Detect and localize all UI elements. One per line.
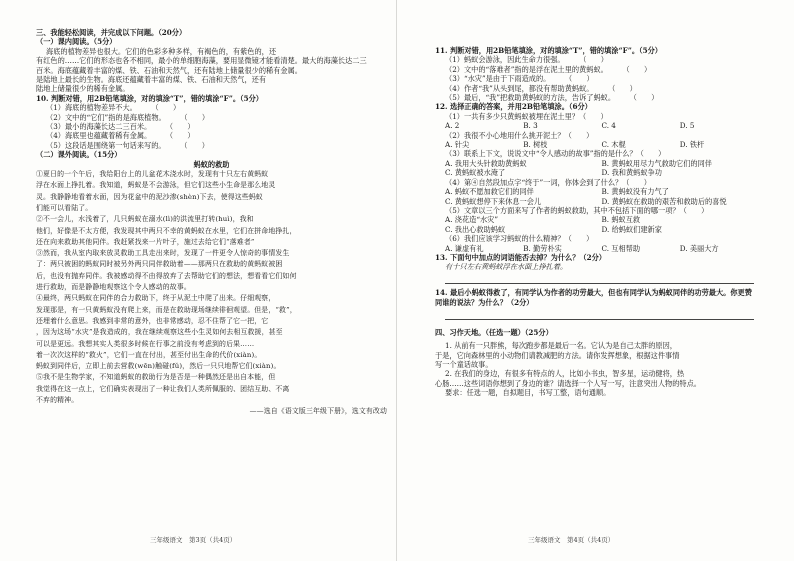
section4-heading: 四、习作天地。（任选一题）（25分） [435,327,553,337]
answer-paren[interactable]: （ ） [564,74,594,84]
part2-title: （二）课外阅读。（15分） [36,150,122,160]
option[interactable]: D. 美丽大方 [679,243,719,253]
left-page-footer: 三年级语文 第3页（共4页） [150,536,237,544]
q12-2: （2）我很不小心地用什么挑开泥土？（ ） [445,130,594,140]
article-line: ①夏日的一个午后，我给阳台上的儿盆花木浇水时，发现有十只左右黄蚂蚁 [36,170,269,179]
option[interactable]: B. 黄蚂蚁用尽力气救助它们的同伴 [601,158,712,168]
article-line: 他们，好像是不太方便，我发现其中两只不幸的黄蚂蚁在水里，它们在拼命地挣扎， [36,226,297,235]
passage1-line: 海底的植物差异也很大。它们的色彩多种多样，有褐色的，有紫色的，还 [46,46,277,56]
q11-item: （2）文中的“落难者”指的是浮在泥土里的黄蚂蚁。 （ ） [435,65,758,74]
option[interactable]: C. 4 [601,121,616,131]
article-line: 我觉得在这一点上，它们确实表现出了一种让我们人类所佩服的、团结互助、不离 [36,384,290,393]
option[interactable]: D. 5 [679,121,695,131]
option[interactable]: C. 互相帮助 [601,243,641,253]
q12-5: （5）文章以三个方面来写了作者的蚂蚁救助，其中不包括下面的哪一项？（ ） [445,205,709,215]
answer-paren[interactable]: （ ） [151,103,181,113]
answer-line[interactable] [445,308,754,320]
article-line: 了：两只被困的蚂蚁同时被另外两只同伴救助着——那两只在救助的黄蚂蚁被困 [36,260,283,269]
option[interactable]: A. 谦虚有礼 [445,243,484,253]
article-line: 后，也没有抛弃同伴。我被感动得不由得放弃了去帮助它们的想法，想看看它们如何 [36,271,297,280]
q12-6: （6）我们应该学习蚂蚁的什么精神？（ ） [445,234,594,244]
q10-item: （2）文中的“它们”指的是海底植物。 （ ） [36,113,387,122]
option[interactable]: B. 3 [523,121,538,131]
article-line: 浮在水面上挣扎着。我知道，蚂蚁是不会游泳，但它们这些小生命是那么地灵 [36,181,276,190]
q11-title: 11. 判断对错，用2B铅笔填涂，对的填涂“T”，错的填涂“F”。（5分） [435,46,662,55]
article-source: ——选自《语文版三年级下册》，选文有改动 [249,407,387,416]
article-line: ②不一会儿，水浅着了，几只蚂蚁在溺水(lì)的洪流里打转(huì)，我和 [36,215,254,224]
option[interactable]: B. 勤劳朴实 [523,243,562,253]
q12-6-options [435,244,758,253]
answer-paren[interactable]: （ ） [608,83,637,93]
option[interactable]: C. 黄蚂蚁想停下来休息一会儿 [445,196,542,206]
article-body [36,169,387,418]
q10-item: （3）最小的海藻长达二三百米。 （ ） [36,122,387,131]
answer-paren[interactable]: （ ） [629,93,659,103]
option[interactable]: D. 黄蚂蚁在救助的艰苦和救助后的喜悦 [601,196,727,206]
right-page-footer: 三年级语文 第4页（共4页） [528,536,615,544]
q11-item: （4）作者“我”从头到尾，都没有帮助黄蚂蚁。 （ ） [435,84,758,93]
q12-3-options [435,168,758,177]
option[interactable]: A. 我用大头针救助黄蚂蚁 [445,158,527,168]
passage1-line: 有红色的……它们的形态也各不相同，最小的单细胞海藻，要用显微镜才能看清楚。最大的海藻长达二三 [36,56,367,66]
article-line: 还在向来救助其他同伴。我赶紧找来一片叶子，施过去给它们“落难者” [36,237,255,246]
q14-title: 14. 最后小蚂蚁得救了，有同学认为作者的功劳最大，但也有同学认为蚂蚁同伴的功劳最大。你更赞同谁的说法？为什么？（2分） [435,287,752,307]
q12-4: （4）第④自然段加点字“终于”一词，你体会到了什么？（ ） [445,177,651,187]
q10-item: （5）这段话是围绕第一句话来写的。 （ ） [36,141,387,150]
article-line: 进行救助，而是静静地观察这个令人感动的故事。 [36,283,191,292]
option[interactable]: D. 我和黄蚂蚁争功 [601,168,662,178]
q10-title: 10. 判断对错，用2B铅笔填涂，对的填涂“T”，错的填涂“F”。（5分） [36,93,263,103]
article-line: 蚂蚁到同伴后，立即上前去营救(wēn)触碰(fǔ)，然后一只只地帮它们(xiàn)。 [36,362,281,371]
option[interactable]: C. 我出心救助蚂蚁 [445,224,506,234]
section3-heading: 三、我能轻松阅读，并完成以下问题。（20分） [36,28,187,37]
option[interactable]: B. 蚂蚁互救 [601,215,641,225]
article-line: ，因为这场“水灾”是我造成的，我在继续观察这些小生灵如何去相互救援，甚至 [36,328,283,337]
q12-3-options [435,159,758,168]
article-line: ④最终，两只蚂蚁在同伴的合力救助下，终于从泥土中爬了出来。仔细观察， [36,294,276,303]
writing-prompt-2-line: 心肠……这些词语你想到了身边的谁？请选择一个人写一写，注意突出人物的特点。 [435,378,701,388]
answer-paren[interactable]: （ ） [180,140,209,150]
answer-paren[interactable]: （ ） [579,55,608,65]
option[interactable]: A. 针尖 [445,140,470,150]
option[interactable]: B. 树枝 [523,140,548,150]
article-line: 不弃的精神。 [36,396,79,405]
article-line: 着一次次这样的“救火”，它们一直在付出，甚至付出生命的代价(xiàn)。 [36,350,262,359]
passage1-line: 是陆地上最长的生物。海底还蕴藏着丰富的煤、铁、石油和天然气，还有 [36,75,267,85]
writing-prompt-1-line: 于是，它向森林里的小动物们请教减肥的方法。请你发挥想象，根据这件事情 [435,350,680,360]
q10-item: （1）海底的植物差异不大。 （ ） [36,103,387,112]
passage1-line: 百米。海底蕴藏着丰富的煤、铁、石油和天然气，还有陆地上储量很少的稀有金属。 [36,65,302,75]
q12-5-options [435,215,758,224]
option[interactable]: A. 2 [445,121,460,131]
part1-title: （一）课内阅读。（5分） [36,37,117,47]
article-line: ⑤我不是生物学家，不知道蚂蚁的救助行为是否是一种偶然还是出自本能，但 [36,373,276,382]
article-line: 还埋着什么意思。我感到非常的意外，也非常感动，忍不住帮了它一把，它 [36,316,269,325]
option[interactable]: B. 黄蚂蚁没有力气了 [601,187,669,197]
q12-3: （3）联系上下文，说说文中“令人感动的故事”指的是什么？（ ） [445,149,666,159]
article-title: 蚂蚁的救助 [193,159,230,169]
option[interactable]: A. 浇花造“水灾” [445,215,499,225]
option[interactable]: D. 铁杆 [679,140,705,150]
q12-5-options [435,225,758,234]
article-line: 可以是更远。我想其实人类很多时候在行事之前没有考虑到的后果…… [36,339,255,348]
q12-1: （1）一共有多少只黄蚂蚁被埋在泥土里？（ ） [445,111,608,121]
answer-paren[interactable]: （ ） [622,64,652,74]
writing-prompt-1-line: 写一个童话故事。 [435,359,493,369]
writing-prompt-2-line: 2. 在我们的身边，有很多有特点的人，比如小书虫，智多星，运动健将，热 [445,369,685,379]
q13-sentence: 有十只左右黄蚂蚁浮在水面上挣扎着。 [445,262,568,272]
option[interactable]: D. 给蚂蚁们建新家 [601,224,662,234]
q12-title: 12. 选择正确的答案，并用2B铅笔填涂。（6分） [435,102,592,112]
q12-4-options [435,187,758,196]
q11-item: （3）“水灾”是由于下雨造成的。 （ ） [435,74,758,83]
q13-title: 13. 下面句中加点的词语能否去掉？为什么？（2分） [435,252,606,262]
answer-line[interactable] [445,272,754,284]
option[interactable]: C. 木棍 [601,140,626,150]
answer-paren[interactable]: （ ） [165,131,195,141]
article-line: ③然而，我从室内取来放灵救助工具走出来时，发现了一件更令人惊奇的事情发生 [36,249,290,258]
answer-paren[interactable]: （ ） [180,112,210,122]
article-line: 发现那是，有一只黄蚂蚁没有爬上来，而是在救助现场继续徘徊观望。但是，“救”， [36,305,297,314]
q11-item: （5）最后，“我”把救助黄蚂蚁的方法，告诉了蚂蚁。 （ ） [435,93,758,102]
q10-item: （4）海底里也蕴藏着稀有金属。 （ ） [36,131,387,140]
q11-item: （1）蚂蚁会游泳，因此生命力很强。 （ ） [435,55,758,64]
q12-4-options [435,197,758,206]
q12-2-options [435,140,758,149]
writing-prompt-1-line: 1. 从前有一只胖熊，每次跑步都是最后一名。它认为是自己太胖的原因， [445,341,677,351]
answer-paren[interactable]: （ ） [165,122,195,132]
article-line: 灵。我静静地看着水面，因为花盆中的泥沙渗(shèn)下去，使得这些蚂蚁 [36,192,263,201]
q12-1-options [435,121,758,130]
option[interactable]: C. 黄蚂蚁被水淹了 [445,168,506,178]
writing-requirements: 要求：任选一题，自拟题目，书写工整，语句通顺。 [445,388,611,398]
right-page [397,0,794,561]
passage1-line: 陆地上储量很少的稀有金属。 [36,84,130,94]
article-line: 们能可以看陆了。 [36,203,93,212]
option[interactable]: A. 蚂蚁不愿加救它们的同伴 [445,187,534,197]
